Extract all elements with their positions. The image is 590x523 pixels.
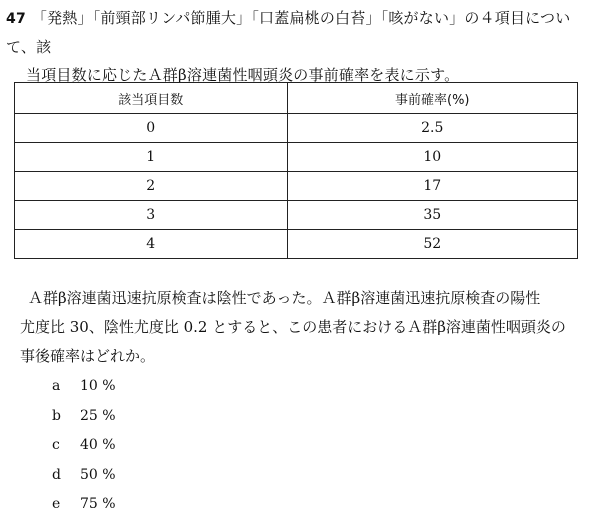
table-header-row <box>15 83 578 114</box>
choice-text: 10 % <box>80 378 116 394</box>
choice-d[interactable] <box>52 461 116 491</box>
item-count-cell: 2 <box>15 172 288 201</box>
choice-text: 75 % <box>80 496 116 512</box>
item-count-cell: 4 <box>15 230 288 259</box>
paragraph-line-3: 事後確率はどれか。 <box>20 347 156 365</box>
pretest-probability-table <box>14 82 578 259</box>
choice-a[interactable] <box>52 372 116 402</box>
choice-c[interactable] <box>52 431 116 461</box>
choice-letter: d <box>52 466 61 483</box>
paragraph-line-1: Ａ群β溶連菌迅速抗原検査は陰性であった。Ａ群β溶連菌迅速抗原検査の陽性 <box>28 289 541 307</box>
table-row <box>15 114 578 143</box>
header-item-count: 該当項目数 <box>15 83 288 114</box>
choice-text: 50 % <box>80 466 116 483</box>
header-pretest-probability: 事前確率(%) <box>287 83 578 114</box>
question-number: 47 <box>6 11 26 27</box>
choice-text: 25 % <box>80 407 116 424</box>
stem-line-1: 「発熱」「前頸部リンパ節腫大」「口蓋扁桃の白苔」「咳がない」の４項目について、該 <box>6 9 571 56</box>
table-row <box>15 172 578 201</box>
choice-b[interactable] <box>52 402 116 432</box>
table-row <box>15 143 578 172</box>
item-count-cell: 0 <box>15 114 288 143</box>
table-row <box>15 201 578 230</box>
answer-choices <box>52 372 116 520</box>
choice-text: 40 % <box>80 437 116 453</box>
question-stem <box>6 4 584 89</box>
question-block <box>6 4 584 89</box>
choice-letter: e <box>52 496 61 512</box>
probability-cell: 35 <box>287 201 578 230</box>
probability-cell: 52 <box>287 230 578 259</box>
question-paragraph <box>6 284 584 371</box>
item-count-cell: 1 <box>15 143 288 172</box>
probability-cell: 2.5 <box>287 114 578 143</box>
choice-letter: c <box>52 437 60 453</box>
paragraph-line-2: 尤度比 30、陰性尤度比 0.2 とすると、この患者におけるＡ群β溶連菌性咽頭炎の <box>20 318 566 336</box>
table-row <box>15 230 578 259</box>
probability-cell: 17 <box>287 172 578 201</box>
choice-letter: b <box>52 407 61 424</box>
choice-letter: a <box>52 378 61 394</box>
choice-e[interactable] <box>52 490 116 520</box>
item-count-cell: 3 <box>15 201 288 230</box>
stem-line-2: 当項目数に応じたＡ群β溶連菌性咽頭炎の事前確率を表に示す。 <box>26 66 460 84</box>
probability-cell: 10 <box>287 143 578 172</box>
